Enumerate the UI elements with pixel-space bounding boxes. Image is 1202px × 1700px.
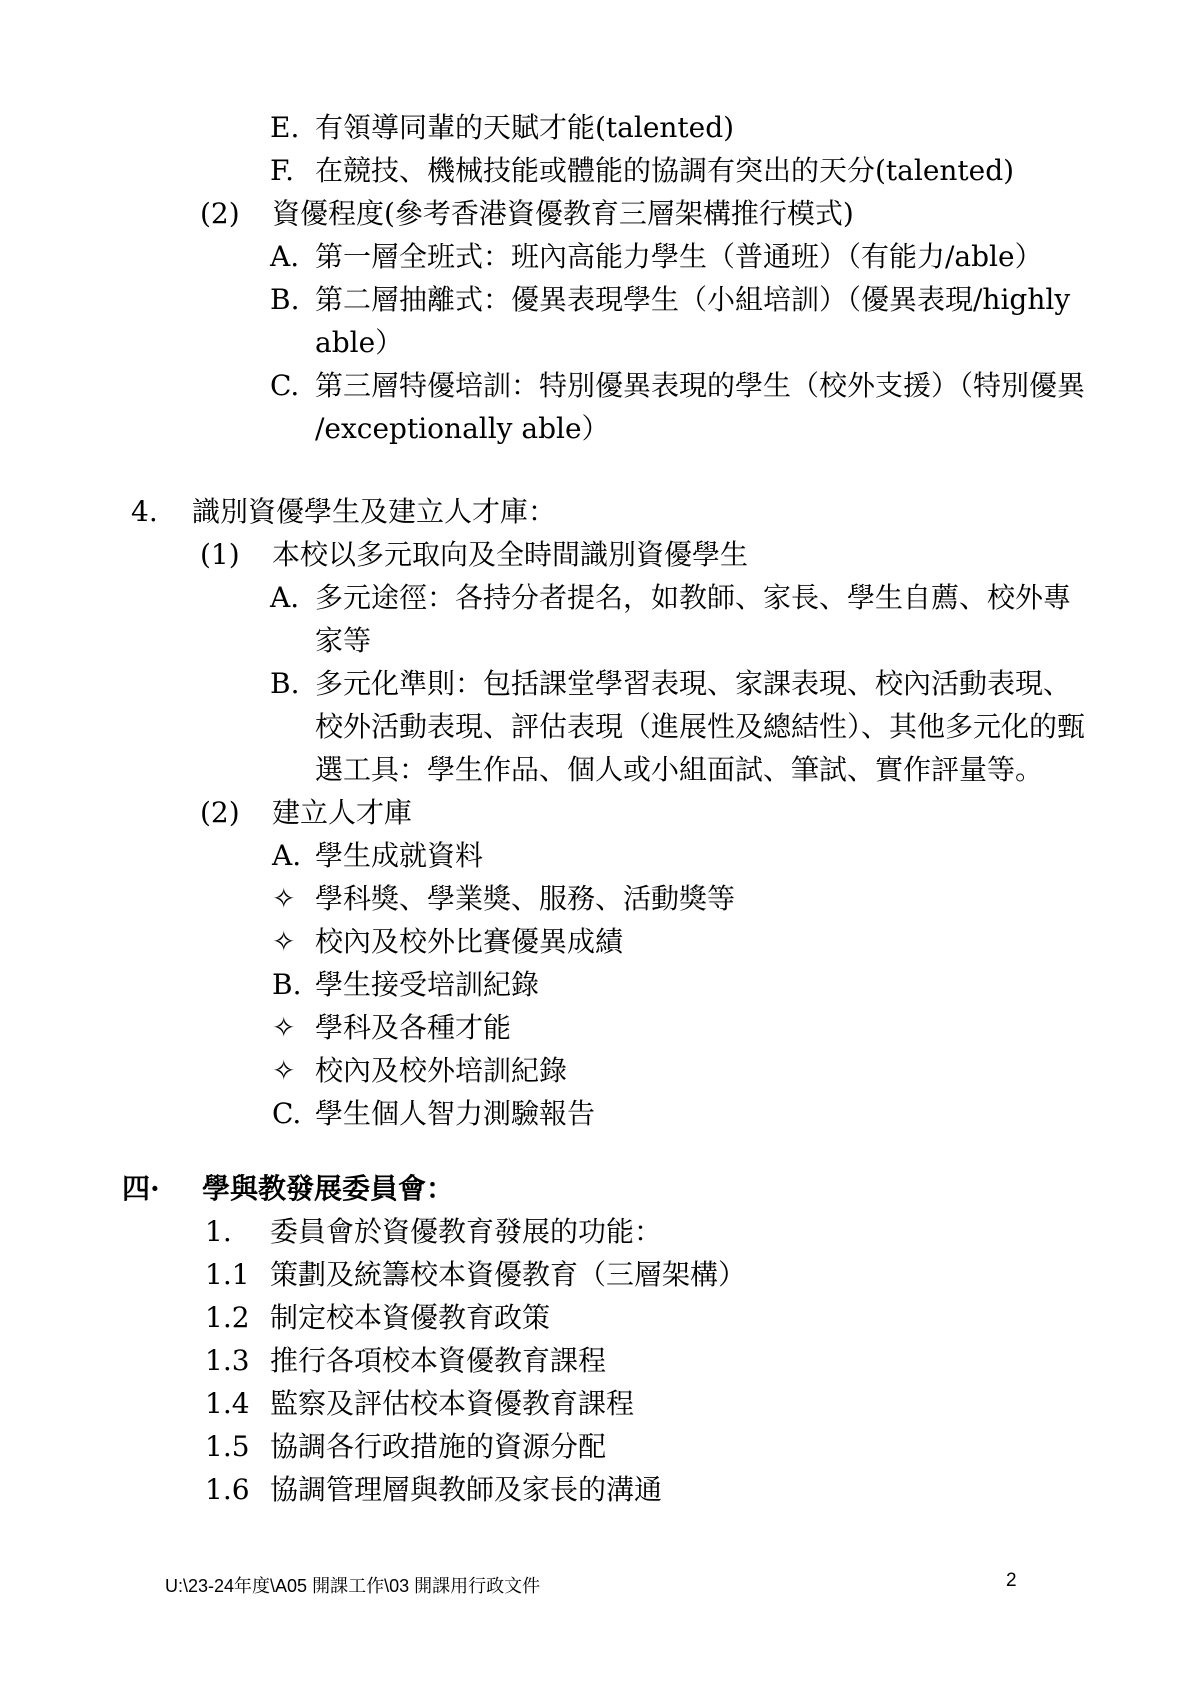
item-text: 學生接受培訓紀錄: [315, 968, 540, 1001]
item-text: 監察及評估校本資優教育課程: [270, 1387, 635, 1420]
item-text: 學科及各種才能: [315, 1011, 512, 1044]
item-label: E.: [270, 111, 300, 144]
item-text: 第三層特優培訓：特別優異表現的學生（校外支援）（特別優異: [315, 369, 1086, 402]
item-label: B.: [270, 283, 300, 316]
item-label: B.: [272, 968, 302, 1001]
list-item: [0, 920, 1202, 963]
footer-page-number: 2: [1006, 1570, 1017, 1591]
list-item: [0, 149, 1202, 192]
item-text: 多元途徑：各持分者提名，如教師、家長、學生自薦、校外專: [315, 581, 1072, 614]
footer-file-path: U:\23-24年度\A05 開課工作\03 開課用行政文件: [165, 1576, 541, 1596]
list-item: [0, 278, 1202, 321]
item-text: 第二層抽離式：優異表現學生（小組培訓）（優異表現/highly: [315, 283, 1071, 316]
item-text: 制定校本資優教育政策: [270, 1301, 551, 1334]
list-item: [0, 877, 1202, 920]
section-title: 識別資優學生及建立人才庫：: [192, 495, 557, 528]
list-item: [0, 235, 1202, 278]
list-item: [0, 1425, 1202, 1468]
item-label: A.: [270, 240, 300, 273]
list-item: [0, 576, 1202, 619]
list-item: [0, 106, 1202, 149]
item-label: 1.2: [205, 1301, 250, 1334]
item-label: 1.: [205, 1215, 232, 1248]
item-label: 1.5: [205, 1430, 250, 1463]
list-item: [0, 1006, 1202, 1049]
list-item: [0, 1339, 1202, 1382]
section-number: 四·: [122, 1172, 160, 1205]
item-label: 1.1: [205, 1258, 250, 1291]
section-title: 學與教發展委員會：: [202, 1172, 455, 1205]
list-item: [0, 791, 1202, 834]
item-label: A.: [270, 581, 300, 614]
item-text: 推行各項校本資優教育課程: [270, 1344, 607, 1377]
item-text: 資優程度(參考香港資優教育三層架構推行模式): [272, 197, 854, 230]
item-label: (1): [200, 538, 240, 571]
item-text: 學科獎、學業獎、服務、活動獎等: [315, 882, 736, 915]
list-item: [0, 533, 1202, 576]
list-item: [0, 963, 1202, 1006]
item-text: 協調管理層與教師及家長的溝通: [270, 1473, 663, 1506]
list-item: [0, 1253, 1202, 1296]
item-text: 協調各行政措施的資源分配: [270, 1430, 607, 1463]
item-text: 學生成就資料: [315, 839, 484, 872]
list-item: [0, 1210, 1202, 1253]
item-text: 有領導同輩的天賦才能(talented): [315, 111, 735, 144]
list-item: [0, 1092, 1202, 1135]
section-heading: [0, 1167, 1202, 1210]
item-text-continuation: [0, 321, 1202, 364]
list-item: [0, 662, 1202, 705]
item-text: /exceptionally able）: [315, 412, 610, 445]
item-text: 策劃及統籌校本資優教育（三層架構）: [270, 1258, 747, 1291]
item-text: 第一層全班式：班內高能力學生（普通班）（有能力/able）: [315, 240, 1043, 273]
list-item: [0, 1468, 1202, 1511]
item-label: (2): [200, 197, 240, 230]
item-text: 學生個人智力測驗報告: [315, 1097, 596, 1130]
item-text: 校內及校外培訓紀錄: [315, 1054, 568, 1087]
list-item: [0, 1382, 1202, 1425]
item-text: 多元化準則：包括課堂學習表現、家課表現、校內活動表現、: [315, 667, 1072, 700]
item-text: 選工具：學生作品、個人或小組面試、筆試、實作評量等。: [315, 753, 1044, 786]
diamond-bullet-icon: ✧: [272, 1054, 296, 1087]
list-item: [0, 192, 1202, 235]
item-text-continuation: [0, 619, 1202, 662]
item-text: 校內及校外比賽優異成績: [315, 925, 624, 958]
list-item: [0, 1049, 1202, 1092]
item-label: (2): [200, 796, 240, 829]
item-text: 建立人才庫: [272, 796, 413, 829]
list-item: [0, 834, 1202, 877]
item-text: 委員會於資優教育發展的功能：: [270, 1215, 663, 1248]
item-text: 在競技、機械技能或體能的協調有突出的天分(talented): [315, 154, 1015, 187]
list-item: [0, 364, 1202, 407]
item-label: 1.6: [205, 1473, 250, 1506]
section-number: 4.: [131, 495, 158, 528]
diamond-bullet-icon: ✧: [272, 882, 296, 915]
item-text-continuation: [0, 748, 1202, 791]
item-label: C.: [270, 369, 300, 402]
item-text-continuation: [0, 407, 1202, 450]
item-text: able）: [315, 326, 404, 359]
item-text: 校外活動表現、評估表現（進展性及總結性）、其他多元化的甄: [315, 710, 1086, 743]
diamond-bullet-icon: ✧: [272, 1011, 296, 1044]
item-label: 1.4: [205, 1387, 250, 1420]
item-text: 家等: [315, 624, 372, 657]
item-label: A.: [272, 839, 302, 872]
item-label: C.: [272, 1097, 302, 1130]
item-text: 本校以多元取向及全時間識別資優學生: [272, 538, 749, 571]
section-heading: [0, 490, 1202, 533]
diamond-bullet-icon: ✧: [272, 925, 296, 958]
item-text-continuation: [0, 705, 1202, 748]
item-label: B.: [270, 667, 300, 700]
item-label: F.: [270, 154, 294, 187]
list-item: [0, 1296, 1202, 1339]
item-label: 1.3: [205, 1344, 250, 1377]
